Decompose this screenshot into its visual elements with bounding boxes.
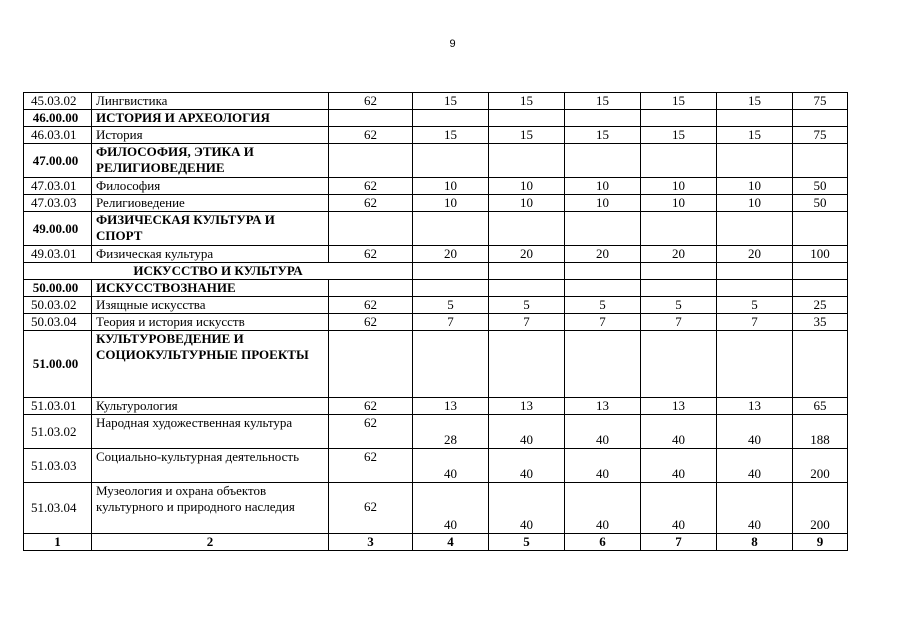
cell-value: 62: [329, 195, 413, 212]
cell-value: 62: [329, 415, 413, 449]
row-name: Физическая культура: [92, 246, 329, 263]
cell-value: 75: [793, 93, 848, 110]
cell-value: 25: [793, 297, 848, 314]
column-number: 7: [641, 534, 717, 551]
cell-value: 7: [489, 314, 565, 331]
column-number: 4: [413, 534, 489, 551]
cell-value: 15: [489, 127, 565, 144]
cell-value: 62: [329, 93, 413, 110]
section-code: 47.00.00: [24, 144, 92, 178]
cell-value: 35: [793, 314, 848, 331]
cell-value: 13: [565, 398, 641, 415]
cell-value: 40: [489, 449, 565, 483]
table-row: [24, 178, 848, 195]
cell-value: 7: [717, 314, 793, 331]
cell-value: 15: [717, 93, 793, 110]
admission-table: [23, 92, 848, 551]
cell-value: 13: [489, 398, 565, 415]
cell-value: 7: [641, 314, 717, 331]
section-name: ИСТОРИЯ И АРХЕОЛОГИЯ: [92, 110, 329, 127]
table-row: [24, 127, 848, 144]
column-number: 6: [565, 534, 641, 551]
row-name: Культурология: [92, 398, 329, 415]
cell-value: 5: [489, 297, 565, 314]
cell-value: 20: [641, 246, 717, 263]
page-number: 9: [449, 38, 456, 50]
row-name: Лингвистика: [92, 93, 329, 110]
row-code: 51.03.01: [24, 398, 92, 415]
cell-value: 15: [413, 127, 489, 144]
cell-value: 28: [413, 415, 489, 449]
row-code: 50.03.02: [24, 297, 92, 314]
cell-value: 40: [413, 483, 489, 534]
table-row: [24, 93, 848, 110]
group-row: [24, 263, 848, 280]
cell-value: 50: [793, 178, 848, 195]
cell-value: 10: [413, 178, 489, 195]
cell-value: 40: [413, 449, 489, 483]
cell-value: 62: [329, 398, 413, 415]
section-code: 51.00.00: [24, 331, 92, 398]
row-code: 51.03.03: [24, 449, 92, 483]
cell-value: 10: [565, 178, 641, 195]
cell-value: 10: [489, 195, 565, 212]
cell-value: 10: [413, 195, 489, 212]
cell-value: 15: [717, 127, 793, 144]
cell-value: 62: [329, 127, 413, 144]
row-name: Изящные искусства: [92, 297, 329, 314]
cell-value: 62: [329, 449, 413, 483]
column-number: 5: [489, 534, 565, 551]
cell-value: 40: [565, 449, 641, 483]
cell-value: 40: [641, 483, 717, 534]
section-name: ИСКУССТВОЗНАНИЕ: [92, 280, 329, 297]
cell-value: 62: [329, 246, 413, 263]
section-name: КУЛЬТУРОВЕДЕНИЕ И СОЦИОКУЛЬТУРНЫЕ ПРОЕКТЫ: [92, 331, 329, 398]
cell-value: 40: [641, 415, 717, 449]
table-row: [24, 297, 848, 314]
cell-value: 62: [329, 178, 413, 195]
table-row: [24, 398, 848, 415]
cell-value: 40: [717, 449, 793, 483]
cell-value: 15: [413, 93, 489, 110]
cell-value: 10: [641, 195, 717, 212]
cell-value: 40: [565, 483, 641, 534]
cell-value: 15: [489, 93, 565, 110]
table-row: [24, 415, 848, 449]
row-code: 46.03.01: [24, 127, 92, 144]
row-code: 47.03.01: [24, 178, 92, 195]
row-code: 51.03.02: [24, 415, 92, 449]
section-row: [24, 144, 848, 178]
table-row: [24, 314, 848, 331]
row-name: Народная художественная культура: [92, 415, 329, 449]
cell-value: 20: [717, 246, 793, 263]
row-code: 45.03.02: [24, 93, 92, 110]
cell-value: 13: [717, 398, 793, 415]
section-row: [24, 331, 848, 398]
table-row: [24, 483, 848, 534]
cell-value: 62: [329, 297, 413, 314]
cell-value: 15: [565, 127, 641, 144]
cell-value: 7: [565, 314, 641, 331]
cell-value: 40: [489, 483, 565, 534]
cell-value: 15: [641, 127, 717, 144]
group-heading: ИСКУССТВО И КУЛЬТУРА: [24, 263, 413, 280]
section-row: [24, 110, 848, 127]
cell-value: 5: [717, 297, 793, 314]
column-number: 9: [793, 534, 848, 551]
row-name: История: [92, 127, 329, 144]
cell-value: 40: [565, 415, 641, 449]
cell-value: 5: [641, 297, 717, 314]
section-code: 49.00.00: [24, 212, 92, 246]
cell-value: 20: [413, 246, 489, 263]
row-code: 51.03.04: [24, 483, 92, 534]
cell-value: 10: [717, 195, 793, 212]
cell-value: 62: [329, 314, 413, 331]
cell-value: 10: [641, 178, 717, 195]
cell-value: 40: [489, 415, 565, 449]
cell-value: 40: [641, 449, 717, 483]
row-code: 50.03.04: [24, 314, 92, 331]
cell-value: 10: [565, 195, 641, 212]
column-number: 2: [92, 534, 329, 551]
row-name: Музеология и охрана объектов культурного и природного наследия: [92, 483, 329, 534]
cell-value: 50: [793, 195, 848, 212]
section-code: 46.00.00: [24, 110, 92, 127]
row-name: Религиоведение: [92, 195, 329, 212]
table-row: [24, 246, 848, 263]
cell-value: 7: [413, 314, 489, 331]
column-number: 3: [329, 534, 413, 551]
section-code: 50.00.00: [24, 280, 92, 297]
column-number: 8: [717, 534, 793, 551]
cell-value: 75: [793, 127, 848, 144]
cell-value: 13: [641, 398, 717, 415]
section-name: ФИЗИЧЕСКАЯ КУЛЬТУРА И СПОРТ: [92, 212, 329, 246]
cell-value: 15: [641, 93, 717, 110]
cell-value: 10: [717, 178, 793, 195]
table-row: [24, 449, 848, 483]
cell-value: 5: [565, 297, 641, 314]
row-name: Философия: [92, 178, 329, 195]
section-row: [24, 212, 848, 246]
row-code: 49.03.01: [24, 246, 92, 263]
column-number-row: [24, 534, 848, 551]
cell-value: 200: [793, 483, 848, 534]
cell-value: 13: [413, 398, 489, 415]
cell-value: 188: [793, 415, 848, 449]
cell-value: 40: [717, 483, 793, 534]
cell-value: 100: [793, 246, 848, 263]
row-code: 47.03.03: [24, 195, 92, 212]
cell-value: 65: [793, 398, 848, 415]
cell-value: 10: [489, 178, 565, 195]
section-row: [24, 280, 848, 297]
cell-value: 200: [793, 449, 848, 483]
cell-value: 20: [565, 246, 641, 263]
row-name: Теория и история искусств: [92, 314, 329, 331]
cell-value: 40: [717, 415, 793, 449]
cell-value: 15: [565, 93, 641, 110]
cell-value: 62: [329, 483, 413, 534]
section-name: ФИЛОСОФИЯ, ЭТИКА И РЕЛИГИОВЕДЕНИЕ: [92, 144, 329, 178]
column-number: 1: [24, 534, 92, 551]
row-name: Социально-культурная деятельность: [92, 449, 329, 483]
cell-value: 20: [489, 246, 565, 263]
table-row: [24, 195, 848, 212]
cell-value: 5: [413, 297, 489, 314]
